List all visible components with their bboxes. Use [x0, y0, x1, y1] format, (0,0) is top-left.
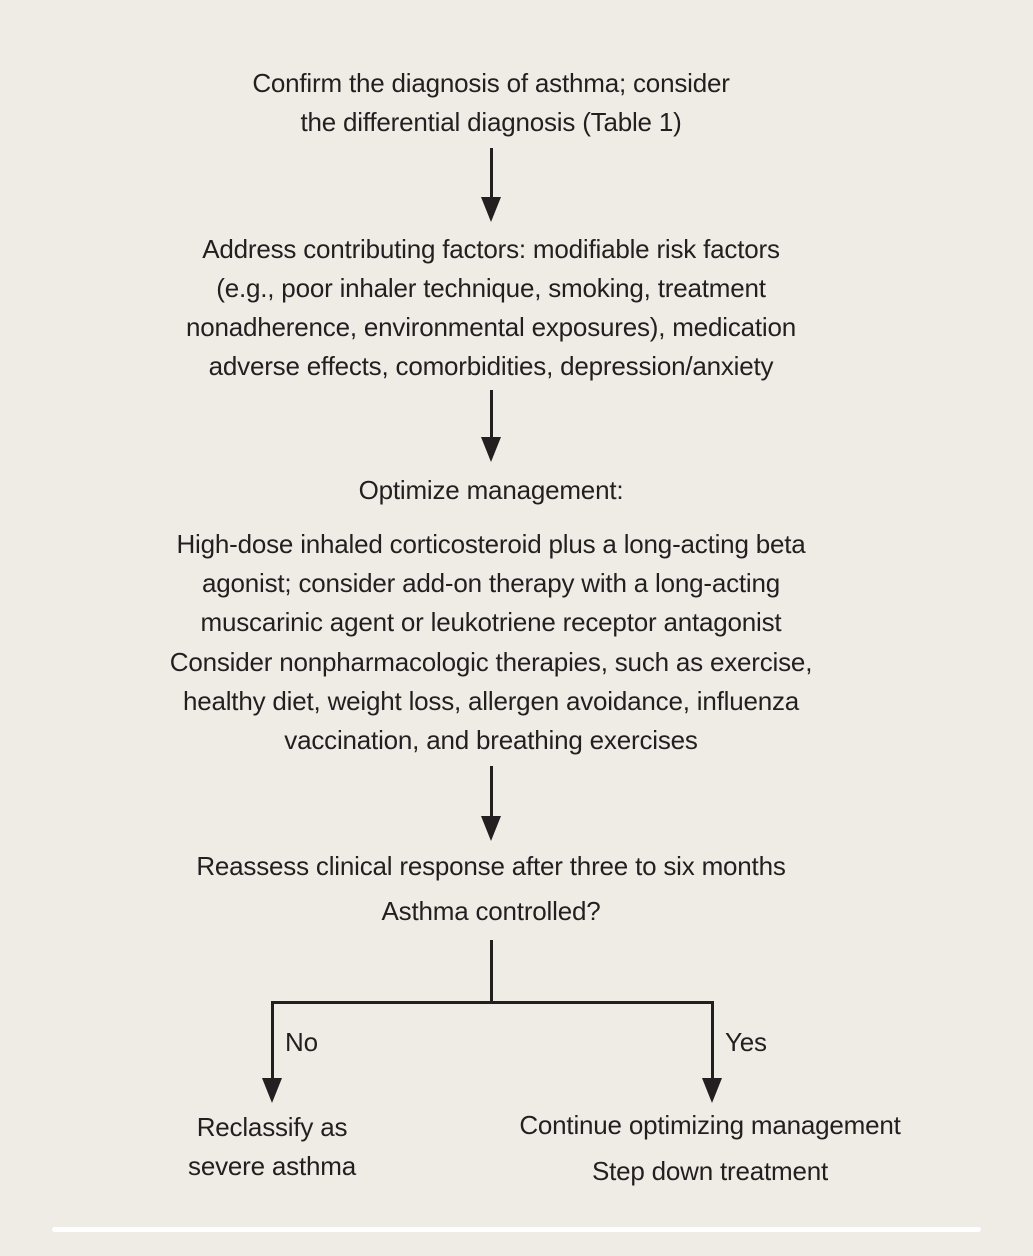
asthma-controlled-question: Asthma controlled? — [381, 896, 601, 926]
outcome-yes-line-1: Continue optimizing management — [519, 1110, 901, 1140]
reassess-line: Reassess clinical response after three to six months — [196, 851, 786, 881]
outcome-no-line-2: severe asthma — [188, 1151, 356, 1181]
branch-horizontal-line — [271, 1001, 714, 1004]
step-confirm-diagnosis — [0, 64, 982, 142]
step-optimize-nonpharmacologic — [0, 643, 982, 760]
branch-no-label: No — [285, 1027, 318, 1057]
pharmacologic-line-1: High-dose inhaled corticosteroid plus a long-acting beta — [176, 529, 806, 559]
arrow-down-3-shaft — [490, 766, 493, 818]
outcome-continue-optimizing — [410, 1106, 1010, 1191]
step-address-line-3: nonadherence, environmental exposures), medication — [185, 312, 797, 342]
outcome-yes-line-2: Step down treatment — [591, 1156, 829, 1186]
arrow-down-1-shaft — [490, 148, 493, 200]
branch-stem-line — [490, 940, 493, 1004]
step-address-line-2: (e.g., poor inhaler technique, smoking, treatment — [216, 273, 766, 303]
step-optimize-pharmacologic — [0, 525, 982, 642]
step-question — [0, 892, 982, 931]
nonpharmacologic-line-3: vaccination, and breathing exercises — [284, 725, 698, 755]
step-address-line-4: adverse effects, comorbidities, depression/anxiety — [208, 351, 774, 381]
nonpharmacologic-line-2: healthy diet, weight loss, allergen avoidance, influenza — [182, 686, 800, 716]
pharmacologic-line-3: muscarinic agent or leukotriene receptor antagonist — [200, 607, 782, 637]
optimize-heading-text: Optimize management: — [358, 475, 624, 505]
branch-yes-shaft — [711, 1001, 714, 1080]
step-confirm-line-1: Confirm the diagnosis of asthma; consider — [252, 68, 730, 98]
bottom-divider — [52, 1227, 981, 1232]
arrow-down-1-icon — [481, 197, 501, 222]
step-address-factors — [0, 230, 982, 386]
arrow-down-3-icon — [481, 816, 501, 841]
arrow-down-2-shaft — [490, 390, 493, 440]
step-address-line-1: Address contributing factors: modifiable risk factors — [202, 234, 780, 264]
branch-yes-arrow-icon — [702, 1078, 722, 1103]
step-reassess — [0, 847, 982, 886]
branch-no-shaft — [271, 1001, 274, 1080]
outcome-no-line-1: Reclassify as — [196, 1112, 348, 1142]
pharmacologic-line-2: agonist; consider add-on therapy with a long-acting — [201, 568, 781, 598]
step-optimize-heading — [0, 471, 982, 510]
step-confirm-line-2: the differential diagnosis (Table 1) — [300, 107, 682, 137]
nonpharmacologic-line-1: Consider nonpharmacologic therapies, such as exercise, — [169, 647, 813, 677]
arrow-down-2-icon — [481, 437, 501, 462]
branch-yes-label: Yes — [725, 1027, 767, 1057]
branch-no-arrow-icon — [262, 1078, 282, 1103]
